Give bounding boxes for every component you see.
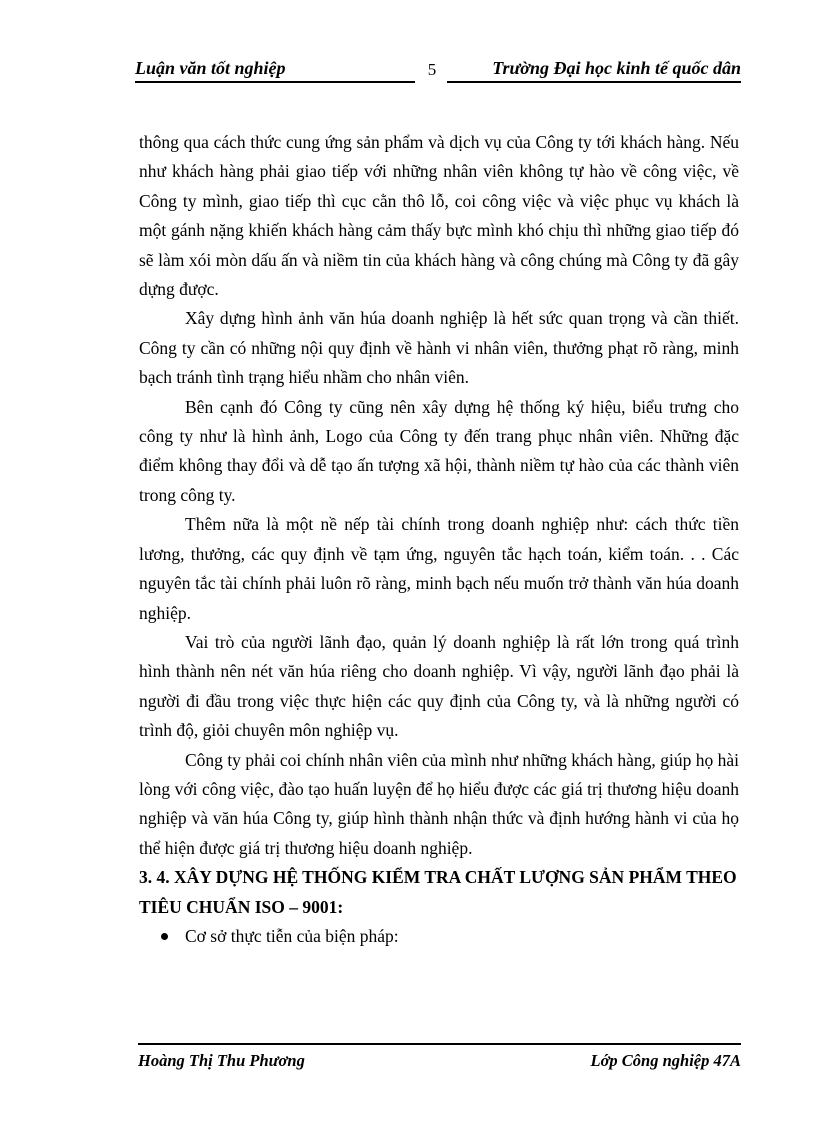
footer-class: Lớp Công nghiệp 47A <box>590 1051 741 1070</box>
paragraph-6: Công ty phải coi chính nhân viên của mình như những khách hàng, giúp họ hài lòng với công việc, đào tạo huấn luyện để họ hiểu được các giá trị thương hiệu doanh nghiệp và văn húa Công ty, giúp hình thành nhận thức và định hướng hành vi của họ thể hiện được giá trị thương hiệu doanh nghiệp. <box>139 749 739 858</box>
bullet-text: Cơ sở thực tiễn của biện pháp: <box>185 925 399 946</box>
paragraph-5: Vai trò của người lãnh đạo, quản lý doanh nghiệp là rất lớn trong quá trình hình thành nên nét văn húa riêng cho doanh nghiệp. Vì vậy, người lãnh đạo phải là người đi đầu trong việc thực hiện các quy định của Công ty, và là những người có trình độ, giỏi chuyên môn nghiệp vụ. <box>139 631 739 741</box>
paragraph-4: Thêm nữa là một nề nếp tài chính trong doanh nghiệp như: cách thức tiền lương, thưởng, các quy định về tạm ứng, nguyên tắc hạch toán, kiểm toán. . . Các nguyên tắc tài chính phải luôn rõ ràng, minh bạch nếu muốn trở thành văn húa doanh nghiệp. <box>139 514 739 623</box>
footer-author: Hoàng Thị Thu Phương <box>138 1051 305 1070</box>
page-header <box>135 56 741 84</box>
paragraph-2: Xây dựng hình ảnh văn húa doanh nghiệp là hết sức quan trọng và cần thiết. Công ty cần có những nội quy định về hành vi nhân viên, thưởng phạt rõ ràng, minh bạch tránh tình trạng hiểu nhầm cho nhân viên. <box>139 308 739 388</box>
page-footer <box>138 1043 741 1071</box>
bullet-dot-icon <box>161 933 168 940</box>
header-thesis-title: Luận văn tốt nghiệp <box>135 58 415 83</box>
bullet-item <box>139 922 739 951</box>
document-body <box>139 128 739 951</box>
header-university: Trường Đại học kinh tế quốc dân <box>447 58 741 83</box>
paragraph-3: Bên cạnh đó Công ty cũng nên xây dựng hệ thống ký hiệu, biểu trưng cho công ty như là hình ảnh, Logo của Công ty đến trang phục nhân viên. Những đặc điểm không thay đổi và dễ tạo ấn tượng xã hội, thành niềm tự hào của các thành viên trong công ty. <box>139 396 739 505</box>
section-heading: 3. 4. XÂY DỰNG HỆ THỐNG KIỂM TRA CHẤT LƯỢNG SẢN PHẨM THEO TIÊU CHUẨN ISO – 9001: <box>139 867 737 917</box>
page-number: 5 <box>427 60 437 79</box>
paragraph-1: thông qua cách thức cung ứng sản phẩm và dịch vụ của Công ty tới khách hàng. Nếu như khách hàng phải giao tiếp với những nhân viên không tự hào về công việc, về Công ty mình, giao tiếp thì cục cằn thô lỗ, coi công việc và việc phục vụ khách là một gánh nặng khiến khách hàng cảm thấy bực mình khó chịu thì những giao tiếp đó sẽ làm xói mòn dấu ấn và niềm tin của khách hàng và công chúng mà Công ty đã gây dựng được. <box>139 132 739 300</box>
